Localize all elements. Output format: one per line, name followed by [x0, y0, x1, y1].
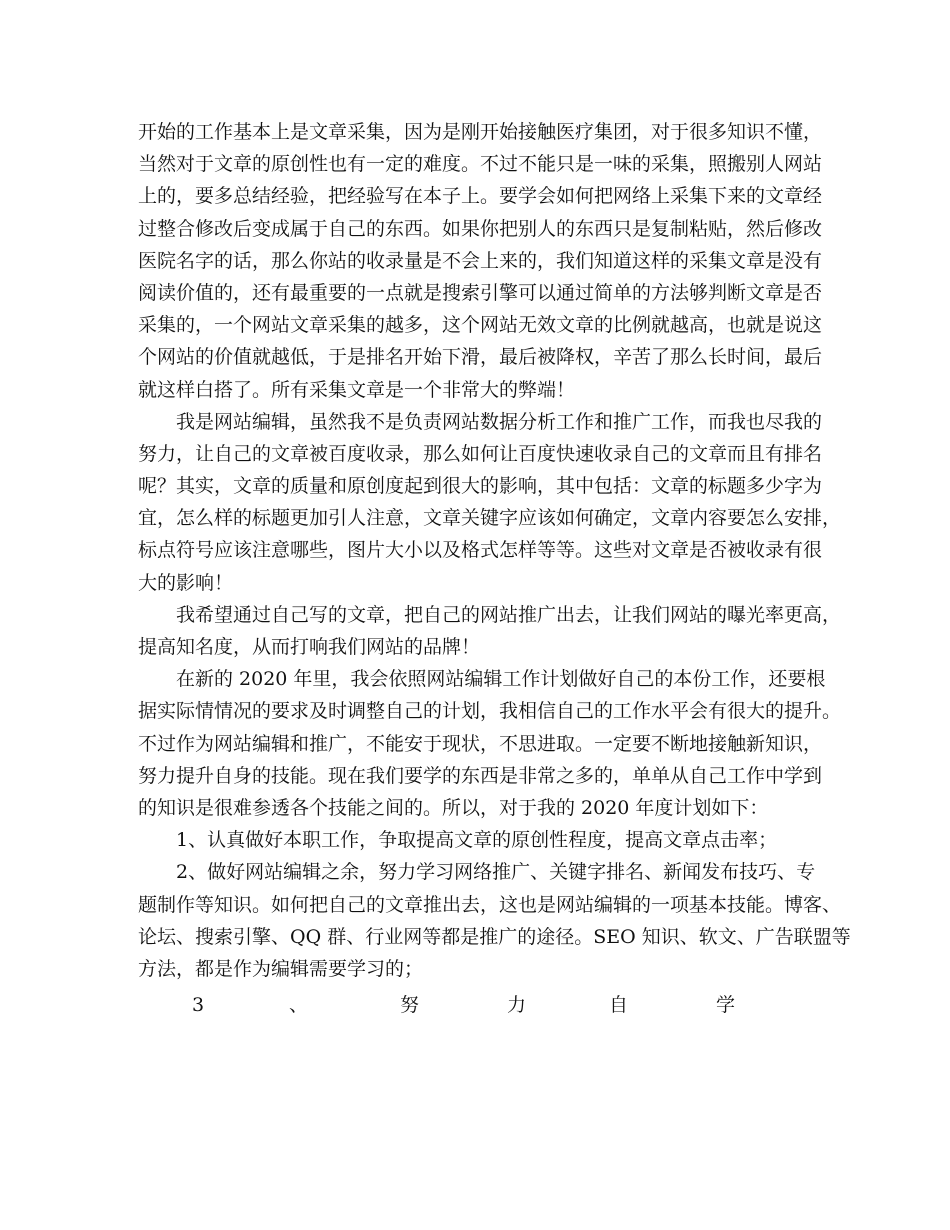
paragraph-line: 大的影响！: [138, 571, 234, 594]
paragraph-line: 努力，让自己的文章被百度收录，那么如何让百度快速收录自己的文章而且有排名: [138, 442, 823, 465]
paragraph-line: 我希望通过自己写的文章，把自己的网站推广出去，让我们网站的曝光率更高，: [176, 603, 842, 626]
paragraph: [138, 663, 842, 824]
paragraph: [138, 406, 842, 599]
paragraph-line: 1、认真做好本职工作，争取提高文章的原创性程度，提高文章点击率；: [176, 829, 778, 852]
paragraph-line: 宜，怎么样的标题更加引人注意，文章关键字应该如何确定，文章内容要怎么安排，: [138, 507, 842, 530]
paragraph-line: 个网站的价值就越低，于是排名开始下滑，最后被降权，辛苦了那么长时间，最后: [138, 346, 823, 369]
justified-character: 力: [507, 994, 527, 1017]
paragraph-line: 2、做好网站编辑之余，努力学习网络推广、关键字排名、新闻发布技巧、专: [176, 861, 816, 884]
justified-character: 努: [400, 994, 420, 1017]
justified-last-line: [138, 989, 818, 1021]
paragraph-line: 我是网站编辑，虽然我不是负责网站数据分析工作和推广工作，而我也尽我的: [176, 410, 823, 433]
paragraph-line: 开始的工作基本上是文章采集，因为是刚开始接触医疗集团，对于很多知识不懂，: [138, 121, 823, 143]
paragraph-line: 当然对于文章的原创性也有一定的难度。不过不能只是一味的采集，照搬别人网站: [138, 153, 823, 176]
paragraph-line: 采集的，一个网站文章采集的越多，这个网站无效文章的比例就越高，也就是说这: [138, 314, 823, 337]
paragraph: [138, 856, 851, 985]
paragraph-line: 标点符号应该注意哪些，图片大小以及格式怎样等等。这些对文章是否被收录有很: [138, 539, 823, 562]
paragraph-line: 就这样白搭了。所有采集文章是一个非常大的弊端！: [138, 378, 576, 401]
paragraph-line: 方法，都是作为编辑需要学习的；: [138, 957, 424, 980]
justified-character: 3: [192, 994, 205, 1017]
paragraph: [138, 824, 818, 856]
justified-character: 学: [716, 994, 736, 1017]
paragraph-line: 提高知名度，从而打响我们网站的品牌！: [138, 636, 481, 658]
paragraph: [138, 116, 823, 406]
paragraph-line: 过整合修改后变成属于自己的东西。如果你把别人的东西只是复制粘贴，然后修改: [138, 217, 823, 240]
paragraph-line: 的知识是很难参透各个技能之间的。所以，对于我的 2020 年度计划如下：: [138, 796, 769, 819]
paragraph-line: 努力提升自身的技能。现在我们要学的东西是非常之多的，单单从自己工作中学到: [138, 764, 823, 787]
document-body: [138, 116, 851, 1021]
paragraph: [138, 599, 842, 663]
paragraph-line: 上的，要多总结经验，把经验写在本子上。要学会如何把网络上采集下来的文章经: [138, 185, 823, 208]
paragraph-line: 阅读价值的，还有最重要的一点就是搜索引擎可以通过简单的方法够判断文章是否: [138, 281, 823, 304]
paragraph-line: 呢？其实，文章的质量和原创度起到很大的影响，其中包括：文章的标题多少字为: [138, 475, 823, 498]
paragraph-line: 题制作等知识。如何把自己的文章推出去，这也是网站编辑的一项基本技能。博客、: [138, 893, 842, 916]
justified-character: 自: [609, 994, 629, 1017]
paragraph-line: 论坛、搜索引擎、QQ 群、行业网等都是推广的途径。SEO 知识、软文、广告联盟等: [138, 925, 851, 948]
paragraph-line: 不过作为网站编辑和推广，不能安于现状，不思进取。一定要不断地接触新知识，: [138, 732, 823, 755]
paragraph-line: 医院名字的话，那么你站的收录量是不会上来的，我们知道这样的采集文章是没有: [138, 249, 823, 272]
paragraph-line: 在新的 2020 年里，我会依照网站编辑工作计划做好自己的本份工作，还要根: [176, 668, 826, 691]
justified-character: 、: [289, 994, 309, 1017]
paragraph-line: 据实际情情况的要求及时调整自己的计划，我相信自己的工作水平会有很大的提升。: [138, 700, 842, 723]
